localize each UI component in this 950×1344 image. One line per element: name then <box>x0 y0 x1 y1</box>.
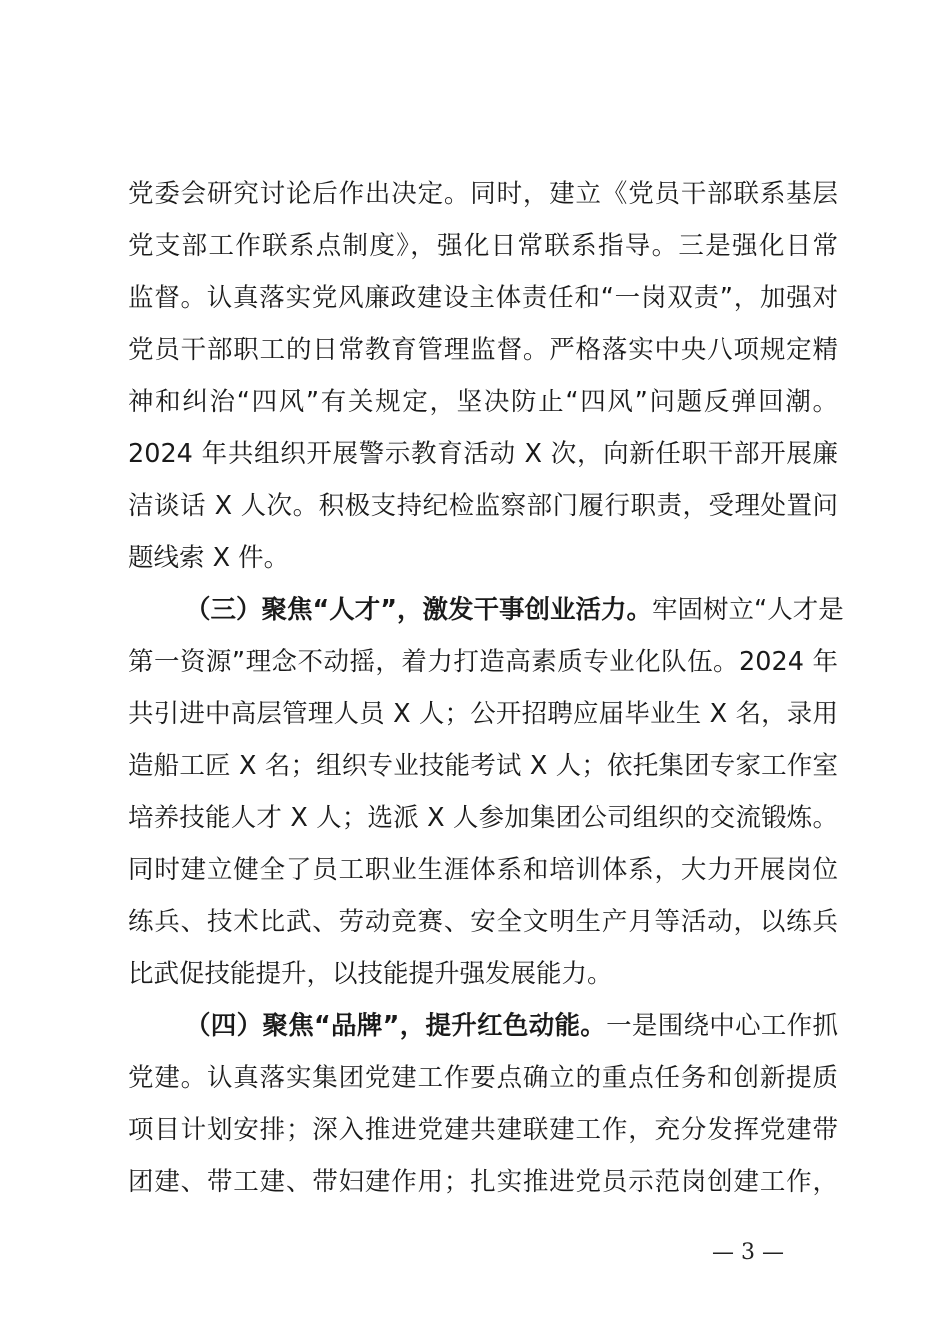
body-line-6: 2024 年共组织开展警示教育活动 X 次，向新任职干部开展廉 <box>128 439 838 469</box>
body-line-19: 项目计划安排；深入推进党建共建联建工作，充分发挥党建带 <box>128 1115 838 1145</box>
body-line-20: 团建、带工建、带妇建作用；扎实推进党员示范岗创建工作， <box>128 1167 838 1197</box>
body-line-4: 党员干部职工的日常教育管理监督。严格落实中央八项规定精 <box>128 335 838 365</box>
section-3-lead-text: 牢固树立“人才是 <box>652 595 844 625</box>
body-line-8: 题线索 X 件。 <box>128 543 290 573</box>
body-line-15: 练兵、技术比武、劳动竞赛、安全文明生产月等活动，以练兵 <box>128 907 838 937</box>
body-line-3: 监督。认真落实党风廉政建设主体责任和“一岗双责”，加强对 <box>128 283 838 313</box>
body-line-14: 同时建立健全了员工职业生涯体系和培训体系，大力开展岗位 <box>128 855 838 885</box>
body-line-12: 造船工匠 X 名；组织专业技能考试 X 人；依托集团专家工作室 <box>128 751 838 781</box>
section-4-lead-text: 一是围绕中心工作抓 <box>606 1011 838 1041</box>
body-line-7: 洁谈话 X 人次。积极支持纪检监察部门履行职责，受理处置问 <box>128 491 838 521</box>
section-heading-4-line <box>185 1008 838 1044</box>
body-line-11: 共引进中高层管理人员 X 人；公开招聘应届毕业生 X 名，录用 <box>128 699 838 729</box>
section-heading-3-line <box>185 592 844 628</box>
body-line-5: 神和纠治“四风”有关规定，坚决防止“四风”问题反弹回潮。 <box>128 387 838 417</box>
page-number: — 3 — <box>712 1240 784 1265</box>
body-line-10: 第一资源”理念不动摇，着力打造高素质专业化队伍。2024 年 <box>128 647 838 677</box>
body-line-13: 培养技能人才 X 人；选派 X 人参加集团公司组织的交流锻炼。 <box>128 803 838 833</box>
body-line-2: 党支部工作联系点制度》，强化日常联系指导。三是强化日常 <box>128 231 838 261</box>
section-heading-4: （四）聚焦“品牌”，提升红色动能。 <box>185 1011 607 1041</box>
body-line-16: 比武促技能提升，以技能提升强发展能力。 <box>128 959 613 989</box>
body-line-1: 党委会研究讨论后作出决定。同时，建立《党员干部联系基层 <box>128 179 838 209</box>
section-heading-3: （三）聚焦“人才”，激发干事创业活力。 <box>185 595 653 625</box>
body-line-18: 党建。认真落实集团党建工作要点确立的重点任务和创新提质 <box>128 1063 838 1093</box>
